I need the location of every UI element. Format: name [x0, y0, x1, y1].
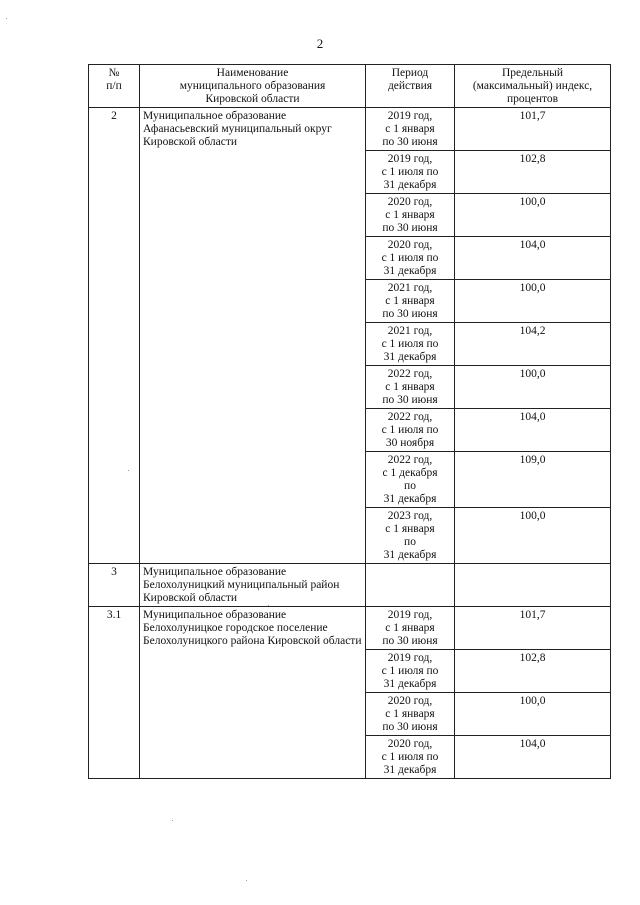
period-line: 2022 год, [387, 411, 433, 423]
row-number-cell: 3.1 [89, 607, 140, 779]
table-row [89, 564, 611, 607]
period-line: с 1 января [385, 622, 435, 634]
header-index-line: процентов [506, 93, 559, 105]
period-line: с 1 июля по [381, 252, 439, 264]
period-cell [366, 280, 455, 323]
period-line: с 1 июля по [381, 424, 439, 436]
period-line: с 1 июля по [381, 166, 439, 178]
period-line: с 1 января [385, 295, 435, 307]
period-line: по 30 июня [382, 394, 438, 406]
period-line: по 30 июня [382, 635, 438, 647]
period-line: с 1 января [385, 708, 435, 720]
header-index-line: (максимальный) индекс, [472, 80, 593, 92]
period-line: по [404, 536, 416, 548]
period-line: 31 декабря [383, 179, 437, 191]
header-period [366, 65, 455, 108]
index-value-cell: 104,0 [455, 409, 611, 452]
period-line: 2019 год, [387, 609, 433, 621]
index-value-cell: 100,0 [455, 366, 611, 409]
header-name-line: Кировской области [205, 93, 300, 105]
period-cell [366, 650, 455, 693]
period-line: 2020 год, [387, 196, 433, 208]
scan-speck [128, 470, 129, 471]
municipality-name-cell: Муниципальное образование Белохолуницкий муниципальный район Кировской области [140, 564, 366, 607]
index-value-cell: 100,0 [455, 280, 611, 323]
period-line: с 1 июля по [381, 338, 439, 350]
period-cell [366, 237, 455, 280]
index-value-cell: 101,7 [455, 607, 611, 650]
index-value-cell: 100,0 [455, 508, 611, 564]
scan-speck [246, 880, 247, 881]
index-value-cell: 100,0 [455, 693, 611, 736]
period-line: 31 декабря [383, 493, 437, 505]
period-line: 31 декабря [383, 351, 437, 363]
table-row [89, 108, 611, 151]
index-value-cell: 100,0 [455, 194, 611, 237]
period-line: по 30 июня [382, 222, 438, 234]
header-name [140, 65, 366, 108]
index-value-cell: 104,0 [455, 237, 611, 280]
page-number: 2 [316, 36, 324, 51]
period-cell [366, 108, 455, 151]
period-line: 31 декабря [383, 549, 437, 561]
header-index [455, 65, 611, 108]
period-line: с 1 января [385, 209, 435, 221]
row-number-cell: 2 [89, 108, 140, 564]
period-line: по 30 июня [382, 136, 438, 148]
period-line: 2019 год, [387, 110, 433, 122]
index-value-cell [455, 564, 611, 607]
period-line: 31 декабря [383, 764, 437, 776]
index-value-cell: 102,8 [455, 650, 611, 693]
period-line: по 30 июня [382, 721, 438, 733]
period-cell [366, 366, 455, 409]
municipality-name-cell: Муниципальное образование Белохолуницкое городское поселение Белохолуницкого района Кировской области [140, 607, 366, 779]
period-cell [366, 194, 455, 237]
tariff-index-table [88, 64, 611, 779]
period-line: 31 декабря [383, 678, 437, 690]
period-line: 2019 год, [387, 652, 433, 664]
period-line: с 1 июля по [381, 751, 439, 763]
header-num [89, 65, 140, 108]
period-line: 2022 год, [387, 454, 433, 466]
period-line: с 1 января [385, 381, 435, 393]
period-line: 2023 год, [387, 510, 433, 522]
scan-speck [268, 605, 269, 606]
period-line: с 1 января [385, 523, 435, 535]
header-num-line: № [108, 67, 120, 79]
period-line: 2022 год, [387, 368, 433, 380]
index-value-cell: 109,0 [455, 452, 611, 508]
table-header-row [89, 65, 611, 108]
period-cell [366, 564, 455, 607]
header-period-line: действия [387, 80, 433, 92]
period-line: по [404, 480, 416, 492]
header-index-line: Предельный [502, 67, 563, 79]
period-line: 2019 год, [387, 153, 433, 165]
index-value-cell: 104,0 [455, 736, 611, 779]
municipality-name-cell: Муниципальное образование Афанасьевский муниципальный округ Кировской области [140, 108, 366, 564]
header-num-line: п/п [106, 80, 122, 92]
period-line: по 30 июня [382, 308, 438, 320]
scan-speck [6, 18, 7, 19]
period-line: 2020 год, [387, 695, 433, 707]
index-value-cell: 102,8 [455, 151, 611, 194]
period-cell [366, 607, 455, 650]
period-line: с 1 декабря [382, 467, 438, 479]
header-period-line: Период [391, 67, 429, 79]
index-value-cell: 104,2 [455, 323, 611, 366]
period-cell [366, 151, 455, 194]
period-line: 31 декабря [383, 265, 437, 277]
index-value-cell: 101,7 [455, 108, 611, 151]
header-name-line: Наименование [216, 67, 289, 79]
header-name-line: муниципального образования [179, 80, 326, 92]
period-cell [366, 409, 455, 452]
period-cell [366, 452, 455, 508]
row-number-cell: 3 [89, 564, 140, 607]
period-line: с 1 июля по [381, 665, 439, 677]
table-row [89, 607, 611, 650]
period-line: 2020 год, [387, 239, 433, 251]
period-line: 2021 год, [387, 282, 433, 294]
period-line: 2021 год, [387, 325, 433, 337]
period-cell [366, 323, 455, 366]
period-cell [366, 736, 455, 779]
period-line: 2020 год, [387, 738, 433, 750]
table-body [89, 108, 611, 779]
period-line: 30 ноября [385, 437, 435, 449]
period-cell [366, 693, 455, 736]
period-line: с 1 января [385, 123, 435, 135]
period-cell [366, 508, 455, 564]
scan-speck [172, 820, 173, 821]
